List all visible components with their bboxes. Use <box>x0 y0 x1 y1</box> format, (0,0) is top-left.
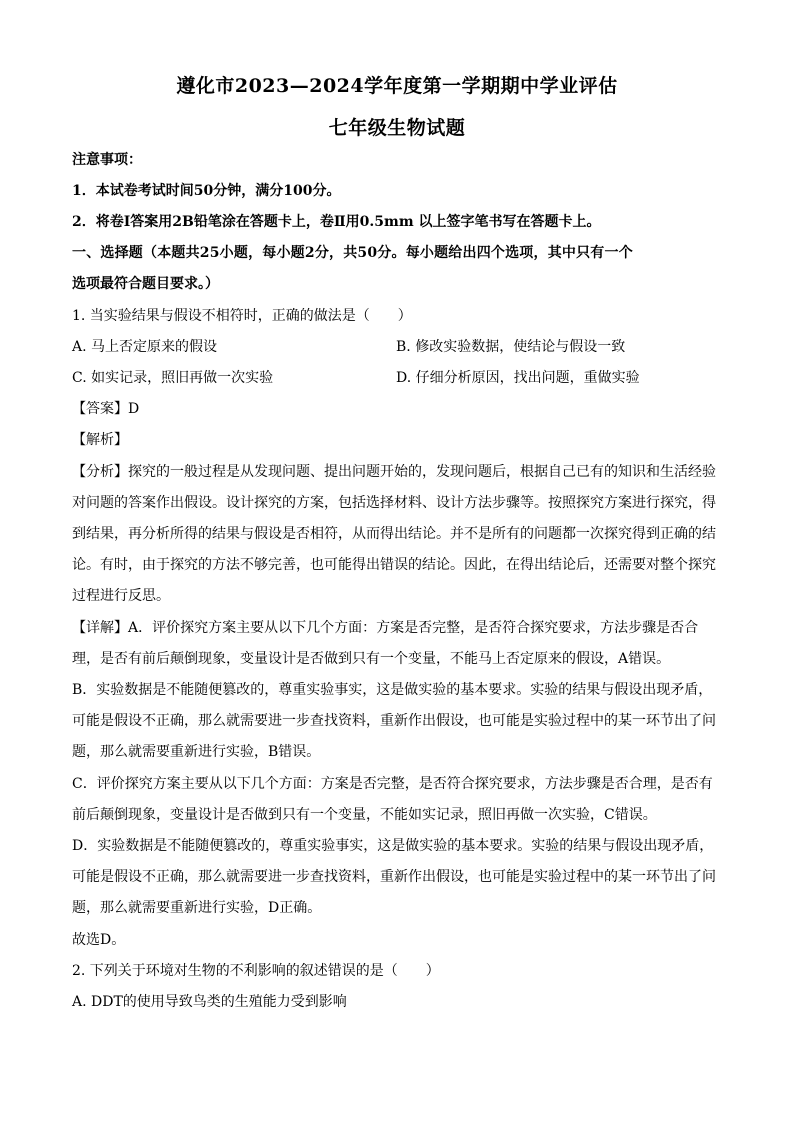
analysis-line: 过程进行反思。 <box>72 588 170 604</box>
exam-subtitle: 七年级生物试题 <box>328 117 466 139</box>
section-heading-line-2: 选项最符合题目要求。） <box>72 276 219 292</box>
analysis-line: 对问题的答案作出假设。设计探究的方案，包括选择材料、设计方法步骤等。按照探究方案进行探究，得 <box>72 495 716 511</box>
analysis-line: C．评价探究方案主要从以下几个方面：方案是否完整，是否符合探究要求，方法步骤是否合理，是否有 <box>72 776 713 792</box>
question-1-answer: 【答案】D <box>72 401 140 417</box>
question-1-option-a: A. 马上否定原来的假设 <box>72 339 218 355</box>
analysis-line: 可能是假设不正确，那么就需要进一步查找资料，重新作出假设，也可能是实验过程中的某一环节出了问 <box>72 869 716 885</box>
analysis-line: 前后颠倒现象，变量设计是否做到只有一个变量，不能如实记录，照旧再做一次实验，C错误。 <box>72 807 657 823</box>
question-1-stem: 1. 当实验结果与假设不相符时，正确的做法是（ ） <box>72 308 412 324</box>
analysis-line: 题，那么就需要重新进行实验，D正确。 <box>72 900 322 916</box>
analysis-line: B．实验数据是不能随便篡改的，尊重实验事实，这是做实验的基本要求。实验的结果与假设出现矛盾， <box>72 682 713 698</box>
analysis-line: 【详解】A．评价探究方案主要从以下几个方面：方案是否完整，是否符合探究要求，方法步骤是否合 <box>72 620 699 636</box>
notice-item-1: 1．本试卷考试时间50分钟，满分100分。 <box>72 183 341 199</box>
notice-heading: 注意事项： <box>72 152 142 168</box>
exam-title: 遵化市2023—2024学年度第一学期期中学业评估 <box>176 75 618 97</box>
analysis-line: 理，是否有前后颠倒现象，变量设计是否做到只有一个变量，不能马上否定原来的假设，A错误。 <box>72 651 671 667</box>
analysis-line: 可能是假设不正确，那么就需要进一步查找资料，重新作出假设，也可能是实验过程中的某一环节出了问 <box>72 713 716 729</box>
question-1-option-d: D. 仔细分析原因，找出问题，重做实验 <box>396 370 640 386</box>
analysis-line: 论。有时，由于探究的方法不够完善，也可能得出错误的结论。因此，在得出结论后，还需要对整个探究 <box>72 557 716 573</box>
analysis-line: 题，那么就需要重新进行实验，B错误。 <box>72 744 321 760</box>
question-1-option-c: C. 如实记录，照旧再做一次实验 <box>72 370 274 386</box>
notice-item-2: 2．将卷Ⅰ答案用2B铅笔涂在答题卡上，卷Ⅱ用0.5mm 以上签字笔书写在答题卡上。 <box>72 214 601 230</box>
analysis-conclusion: 故选D。 <box>72 932 126 948</box>
question-1-option-b: B. 修改实验数据，使结论与假设一致 <box>396 339 626 355</box>
question-1-analysis-label: 【解析】 <box>72 432 128 448</box>
question-2-stem: 2. 下列关于环境对生物的不利影响的叙述错误的是（ ） <box>72 963 440 979</box>
section-heading-line-1: 一、选择题（本题共25小题，每小题2分，共50分。每小题给出四个选项，其中只有一个 <box>72 245 633 261</box>
analysis-line: 到结果，再分析所得的结果与假设是否相符，从而得出结论。并不是所有的问题都一次探究得到正确的结 <box>72 526 716 542</box>
question-2-option-a: A. DDT的使用导致鸟类的生殖能力受到影响 <box>72 994 347 1010</box>
analysis-line: D．实验数据是不能随便篡改的，尊重实验事实，这是做实验的基本要求。实验的结果与假设出现矛盾， <box>72 838 714 854</box>
analysis-line: 【分析】探究的一般过程是从发现问题、提出问题开始的，发现问题后，根据自己已有的知识和生活经验 <box>72 464 716 480</box>
